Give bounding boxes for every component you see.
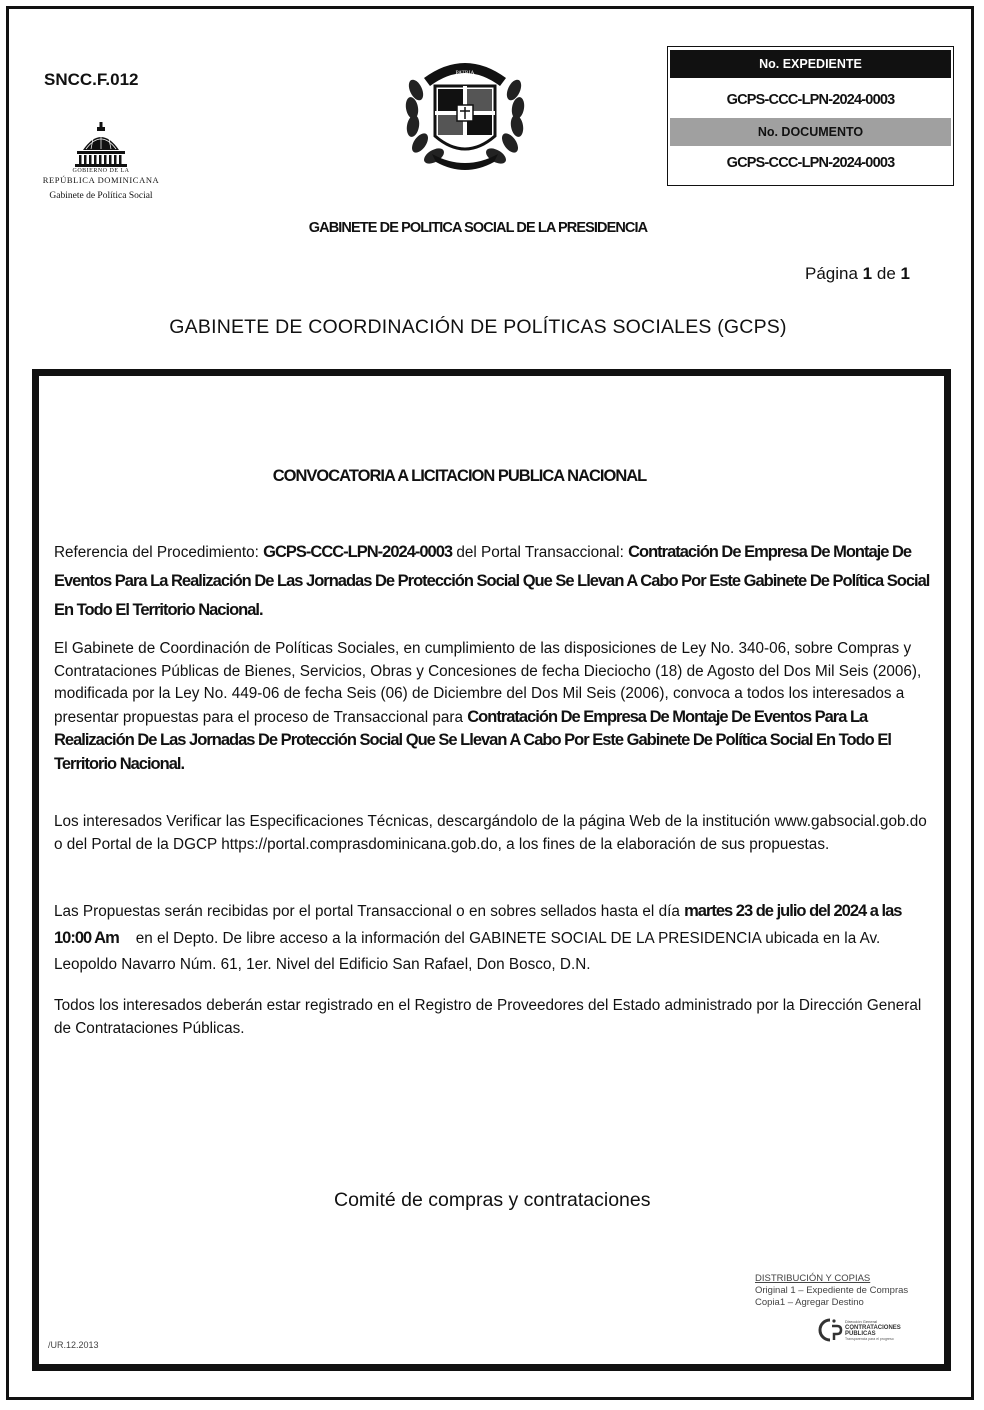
- distribution-block: [755, 1273, 908, 1309]
- reference-box: [667, 46, 954, 186]
- reference-subject: Contratación De Empresa De Montaje De Eventos Para La Realización De Las Jornadas De Protección Social Que Se Llevan A Cabo Por Este Gabinete De Política Social En Todo El Territorio Nacional.: [54, 543, 930, 619]
- revision-code: /UR.12.2013: [48, 1340, 99, 1350]
- call-subject: Contratación De Empresa De Montaje De Eventos Para La Realización De Las Jornadas De Protección Social Que Se Llevan A Cabo Por Este Gabinete De Política Social En Todo El Territorio Nacional.: [54, 707, 891, 773]
- call-paragraph: [54, 638, 930, 776]
- call-text: El Gabinete de Coordinación de Políticas Sociales, en cumplimiento de las disposiciones de Ley No. 340-06, sobre Compras y Contrataciones Públicas de Bienes, Servicios, Obras y Concesiones de fecha Dieciocho (18) de Agosto del Dos Mil Seis (2006), modificada por la Ley No. 449-06 de fecha Seis (06) de Diciembre del Dos Mil Seis (2006), convoca a todos los interesados a presentar propuestas para el proceso de Transaccional para: [54, 640, 922, 726]
- form-code: SNCC.F.012: [44, 70, 139, 89]
- dgcp-line: CONTRATACIONES: [845, 1325, 901, 1331]
- dgcp-line: Dirección General: [845, 1319, 878, 1324]
- documento-label: No. DOCUMENTO: [670, 118, 951, 146]
- gov-logo-line2: REPÚBLICA DOMINICANA: [42, 175, 160, 185]
- reference-paragraph: [54, 538, 930, 625]
- specs-paragraph: Los interesados Verificar las Especificaciones Técnicas, descargándolo de la página Web de la institución www.gabsocial.gob.do o del Portal de la DGCP https://portal.comprasdominicana.gob.do, a los fines de la elaboración de sus propuestas.: [54, 813, 927, 853]
- page-total: 1: [900, 264, 910, 283]
- page-of: de: [876, 264, 896, 283]
- distribution-line: Copia1 – Agregar Destino: [755, 1297, 864, 1308]
- deadline-after: en el Depto. De libre acceso a la información del GABINETE SOCIAL DE LA PRESIDENCIA ubicada en la Av. Leopoldo Navarro Núm. 61, 1er. Nivel del Edificio San Rafael, Don Bosco, D.N.: [54, 930, 881, 973]
- page-number: [805, 264, 910, 284]
- gov-logo-unit: Gabinete de Política Social: [49, 191, 153, 201]
- reference-code: GCPS-CCC-LPN-2024-0003: [263, 543, 453, 561]
- page-prefix: Página: [805, 264, 858, 283]
- reference-label: Referencia del Procedimiento:: [54, 544, 259, 561]
- committee-signature: Comité de compras y contrataciones: [334, 1189, 651, 1211]
- coat-motto: PATRIA: [455, 70, 475, 76]
- page-current: 1: [862, 264, 873, 283]
- dgcp-line: PÚBLICAS: [845, 1331, 876, 1337]
- government-logo: [40, 122, 162, 201]
- palace-dome-icon: [71, 122, 131, 168]
- deadline-before: Las Propuestas serán recibidas por el portal Transaccional o en sobres sellados hasta el día: [54, 903, 680, 920]
- institution-name: GABINETE DE COORDINACIÓN DE POLÍTICAS SOCIALES (GCPS): [169, 316, 787, 338]
- distribution-line: Original 1 – Expediente de Compras: [755, 1285, 909, 1296]
- dgcp-logo-icon: [818, 1316, 914, 1344]
- expediente-label: No. EXPEDIENTE: [670, 50, 951, 78]
- deadline-date: martes 23 de julio del 2024 a las 10:00 Am: [54, 902, 902, 947]
- registry-paragraph: Todos los interesados deberán estar registrado en el Registro de Proveedores del Estado administrado por la Dirección General de Contrataciones Públicas.: [54, 997, 922, 1037]
- dgcp-line: Transparencia para el progreso: [845, 1337, 894, 1341]
- reference-mid: del Portal Transaccional:: [456, 544, 624, 561]
- deadline-paragraph: [54, 898, 930, 978]
- expediente-value: GCPS-CCC-LPN-2024-0003: [726, 92, 895, 108]
- documento-value: GCPS-CCC-LPN-2024-0003: [726, 155, 895, 171]
- distribution-title: DISTRIBUCIÓN Y COPIAS: [755, 1273, 871, 1284]
- coat-of-arms-icon: [402, 50, 528, 172]
- office-name: GABINETE DE POLITICA SOCIAL DE LA PRESIDENCIA: [308, 220, 648, 236]
- notice-title: CONVOCATORIA A LICITACION PUBLICA NACIONAL: [272, 467, 647, 485]
- notice-frame: [32, 369, 951, 1371]
- gov-logo-line1: GOBIERNO DE LA: [72, 168, 130, 174]
